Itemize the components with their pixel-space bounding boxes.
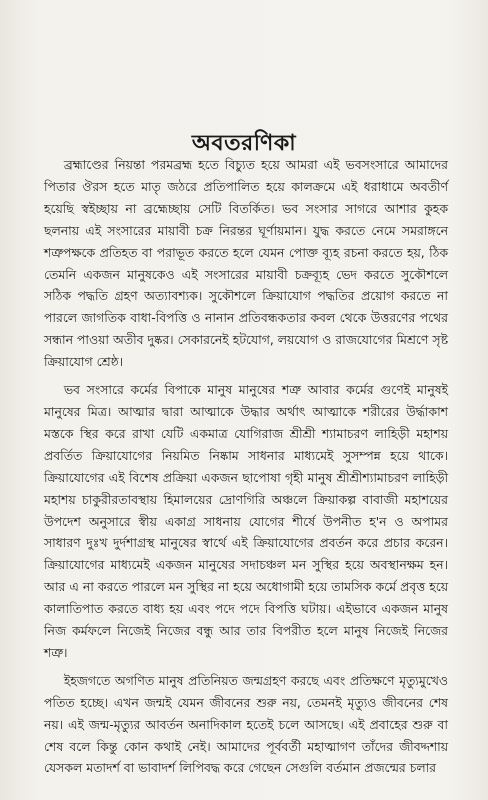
paragraph-3: ইহজগতে অগণিত মানুষ প্রতিনিয়ত জন্মগ্রহণ করছে এবং প্রতিক্ষণে মৃত্যুমুখেও পতিত হচ্ছে। এখন জন্মই যেমন জীবনের শুরু নয়, তেমনই মৃত্যুও জীবনের শেষ নয়। এই জন্ম-মৃত্যুর আবর্তন অনাদিকাল হতেই চলে আসছে। এই প্রবাহের শুরু বা শেষ বলে কিন্তু কোন কথাই নেই। আমাদের পূর্ববর্তী মহাত্মাগণ তাঁদের জীবদ্দশায় যেসকল মতাদর্শ বা ভাবাদর্শ লিপিবদ্ধ করে গেছেন সেগুলি বর্তমান প্রজন্মের চলার	[44, 672, 448, 776]
chapter-body	[44, 154, 448, 779]
paragraph-1: ব্রহ্মাণ্ডের নিয়ন্তা পরমব্রহ্ম হতে বিচ্যুত হয়ে আমরা এই ভবসংসারে আমাদের পিতার ঔরস হতে মাতৃ জঠরে প্রতিপালিত হয়ে কালক্রমে এই ধরাধামে অবতীর্ণ হয়েছি স্বইচ্ছায় না ব্রহ্মেচ্ছায় সেটি বিতর্কিত। ভব সংসার সাগরে আশার কুহক ছলনায় এই সংসারের মায়াবী চক্র নিরন্তর ঘূর্ণায়মান। যুদ্ধ করতে নেমে সমরাঙ্গনে শত্রুপক্ষকে প্রতিহত বা পরাভূত করতে হলে যেমন পোক্ত ব্যূহ রচনা করতে হয়, ঠিক তেমনি একজন মানুষকেও এই সংসারের মায়াবী চক্রব্যূহ ভেদ করতে সুকৌশলে সঠিক পদ্ধতি গ্রহণ অত্যাবশ্যক। সুকৌশলে ক্রিয়াযোগ পদ্ধতির প্রয়োগ করতে না পারলে জাগতিক বাধা-বিপত্তি ও নানান প্রতিবন্ধকতার কবল থেকে উত্তরণের পথের সন্ধান পাওয়া অতীব দুষ্কর। সেকারনেই হটযোগ, লয়যোগ ও রাজযোগের মিশ্রণে সৃষ্ট ক্রিয়াযোগ শ্রেষ্ঠ।	[44, 157, 448, 370]
chapter-title: অবতরণিকা	[191, 130, 297, 156]
paragraph-2: ভব সংসারে কর্মের বিপাকে মানুষ মানুষের শত্রু আবার কর্মের গুণেই মানুষই মানুষের মিত্র। আত্মার দ্বারা আত্মাকে উদ্ধার অর্থাৎ আত্মাকে শরীরের উর্দ্ধাকাশ মস্তকে স্থির করে রাখা যেটি একমাত্র যোগিরাজ শ্রীশ্রী শ্যামাচরণ লাহিড়ী মহাশয় প্রবর্তিত ক্রিয়াযোগের নিয়মিত নিষ্কাম সাধনার মাধ্যমেই সুসম্পন্ন হয়ে থাকে। ক্রিয়াযোগের এই বিশেষ প্রক্রিয়া একজন ছাপোষা গৃহী মানুষ শ্রীশ্রীশ্যামাচরণ লাহিড়ী মহাশয় চাকুরীরতাবস্থায় হিমালয়ের দ্রোণগিরি অঞ্চলে ক্রিয়াকল্প বাবাজী মহাশয়ের উপদেশ অনুসারে স্বীয় একাগ্র সাধনায় যোগের শীর্ষে উপনীত হ'ন ও অপামর সাধারণ দুঃখ দুর্দশাগ্রস্থ মানুষের স্বার্থে এই ক্রিয়াযোগের প্রবর্তন করে প্রচার করেন। ক্রিয়াযোগের মাধ্যমেই একজন মানুষের সদাচঞ্চল মন সুস্থির হয়ে অবস্থানক্ষম হন। আর এ না করতে পারলে মন সুস্থির না হয়ে অধোগামী হয়ে তামসিক কর্মে প্রবৃত্ত হয়ে কালাতিপাত করতে বাধ্য হয় এবং পদে পদে বিপত্তি ঘটায়। এইভাবে একজন মানুষ নিজ কর্মফলে নিজেই নিজের বন্ধু আর তার বিপরীত হলে মানুষ নিজেই নিজের শত্রু।	[44, 382, 448, 660]
